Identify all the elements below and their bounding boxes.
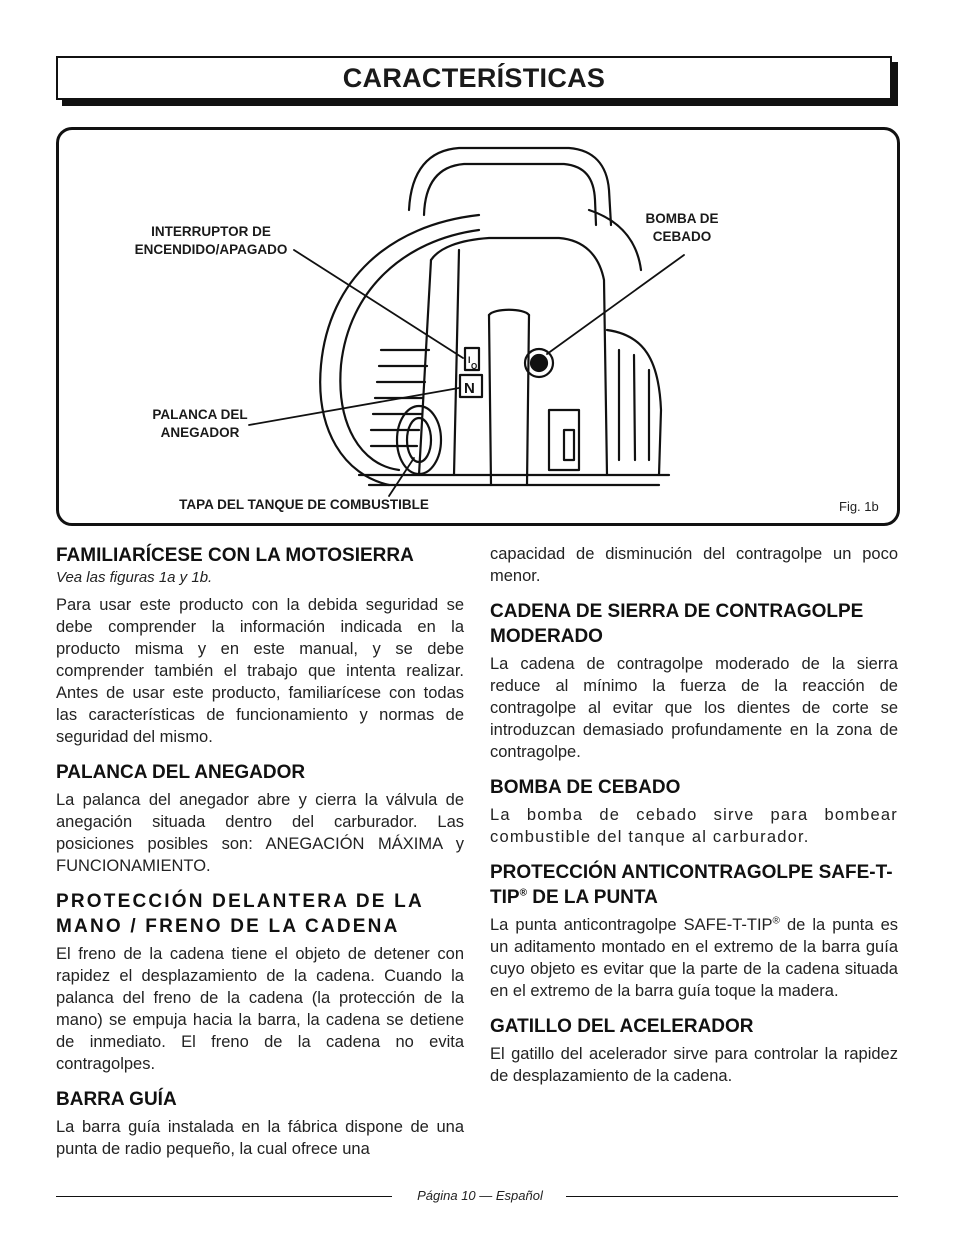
body-safe-t-tip: La punta anticontragolpe SAFE-T-TIP® de la punta es un aditamento montado en el extremo de la barra guía cuyo objeto es evitar que la parte de la cadena situada en el extremo de la barra guía toque la madera. <box>490 915 898 1000</box>
section-primer <box>490 775 898 848</box>
leader-fuel-cap <box>389 458 414 496</box>
section-throttle <box>490 1014 898 1087</box>
body-low-kickback-chain: La cadena de contragolpe moderado de la sierra reduce al mínimo la fuerza de la reacción de contragolpe al evitar que los dientes de corte se introduzcan demasiado profundamente en la zona de contragolpe. <box>490 655 898 761</box>
footer-page-label: Página 10 — Español <box>417 1188 543 1203</box>
heading-guide-bar: BARRA GUÍA <box>56 1089 177 1110</box>
chainsaw-illustration <box>59 130 897 523</box>
right-column <box>490 543 898 1099</box>
body-choke: La palanca del anegador abre y cierra la válvula de anegación situada dentro del carburador. Las posiciones posibles son: ANEGACIÓN MÁXIMA y FUNCIONAMIENTO. <box>56 791 464 875</box>
leader-switch <box>294 250 463 358</box>
body-throttle: El gatillo del acelerador sirve para controlar la rapidez de desplazamiento de la cadena. <box>490 1045 898 1085</box>
heading-familiarize: FAMILIARÍCESE CON LA MOTOSIERRA <box>56 545 414 566</box>
heading-safe-t-tip: PROTECCIÓN ANTICONTRAGOLPE SAFE-T-TIP® DE LA PUNTA <box>490 862 893 908</box>
heading-choke: PALANCA DEL ANEGADOR <box>56 762 306 783</box>
choke-mark: N <box>464 380 475 397</box>
figure-caption: Fig. 1b <box>839 499 879 514</box>
heading-primer: BOMBA DE CEBADO <box>490 777 681 798</box>
heading-low-kickback-chain: CADENA DE SIERRA DE CONTRAGOLPE MODERADO <box>490 601 864 647</box>
section-hand-guard <box>56 889 464 1075</box>
footer-rule-right <box>566 1196 898 1197</box>
section-guide-bar <box>56 1087 464 1160</box>
label-primer: BOMBA DE CEBADO <box>645 211 719 244</box>
body-guide-bar: La barra guía instalada en la fábrica dispone de una punta de radio pequeño, la cual ofrece una <box>56 1118 464 1158</box>
page-title: CARACTERÍSTICAS <box>342 62 606 93</box>
page-title-box <box>56 56 892 100</box>
section-low-kickback-chain <box>490 599 898 763</box>
section-safe-t-tip <box>490 860 898 1002</box>
section-choke <box>56 760 464 877</box>
body-familiarize: Para usar este producto con la debida seguridad se debe comprender la información indicada en la producto misma y en este manual, y se debe comprender también el trabajo que intenta realizar. Antes de usar este producto, familiarícese con todas las características de funcionamiento y normas de seguridad del mismo. <box>56 596 464 746</box>
switch-mark-on: I <box>468 355 471 365</box>
heading-hand-guard: PROTECCIÓN DELANTERA DE LA MANO / FRENO DE LA CADENA <box>56 891 424 937</box>
top-handle <box>409 148 611 225</box>
switch-mark-off: O <box>471 362 478 371</box>
top-handle-inner <box>424 164 596 225</box>
footer-rule-left <box>56 1196 392 1197</box>
note-figures: Vea las figuras 1a y 1b. <box>56 569 213 586</box>
label-switch: INTERRUPTOR DE ENCENDIDO/APAGADO <box>134 224 288 257</box>
body-primer: La bomba de cebado sirve para bombear combustible del tanque al carburador. <box>490 806 898 846</box>
label-choke: PALANCA DEL ANEGADOR <box>152 407 248 440</box>
label-fuel-cap: TAPA DEL TANQUE DE COMBUSTIBLE <box>179 497 429 512</box>
body-guide-bar-cont: capacidad de disminución del contragolpe un poco menor. <box>490 545 898 585</box>
leader-primer <box>547 255 684 354</box>
body-hand-guard: El freno de la cadena tiene el objeto de detener con rapidez el desplazamiento de la cadena. Cuando la palanca del freno de la cadena (la protección de la mano) se empuja hacia la barra, la cadena se detiene de inmediato. El freno de la cadena no evita contragolpes. <box>56 945 464 1073</box>
left-column <box>56 543 464 1172</box>
section-guide-bar-cont <box>490 543 898 587</box>
heading-throttle: GATILLO DEL ACELERADOR <box>490 1016 754 1037</box>
chainsaw-figure <box>56 127 900 526</box>
center-spine <box>489 315 529 485</box>
section-familiarize <box>56 543 464 748</box>
leader-choke <box>249 388 459 425</box>
